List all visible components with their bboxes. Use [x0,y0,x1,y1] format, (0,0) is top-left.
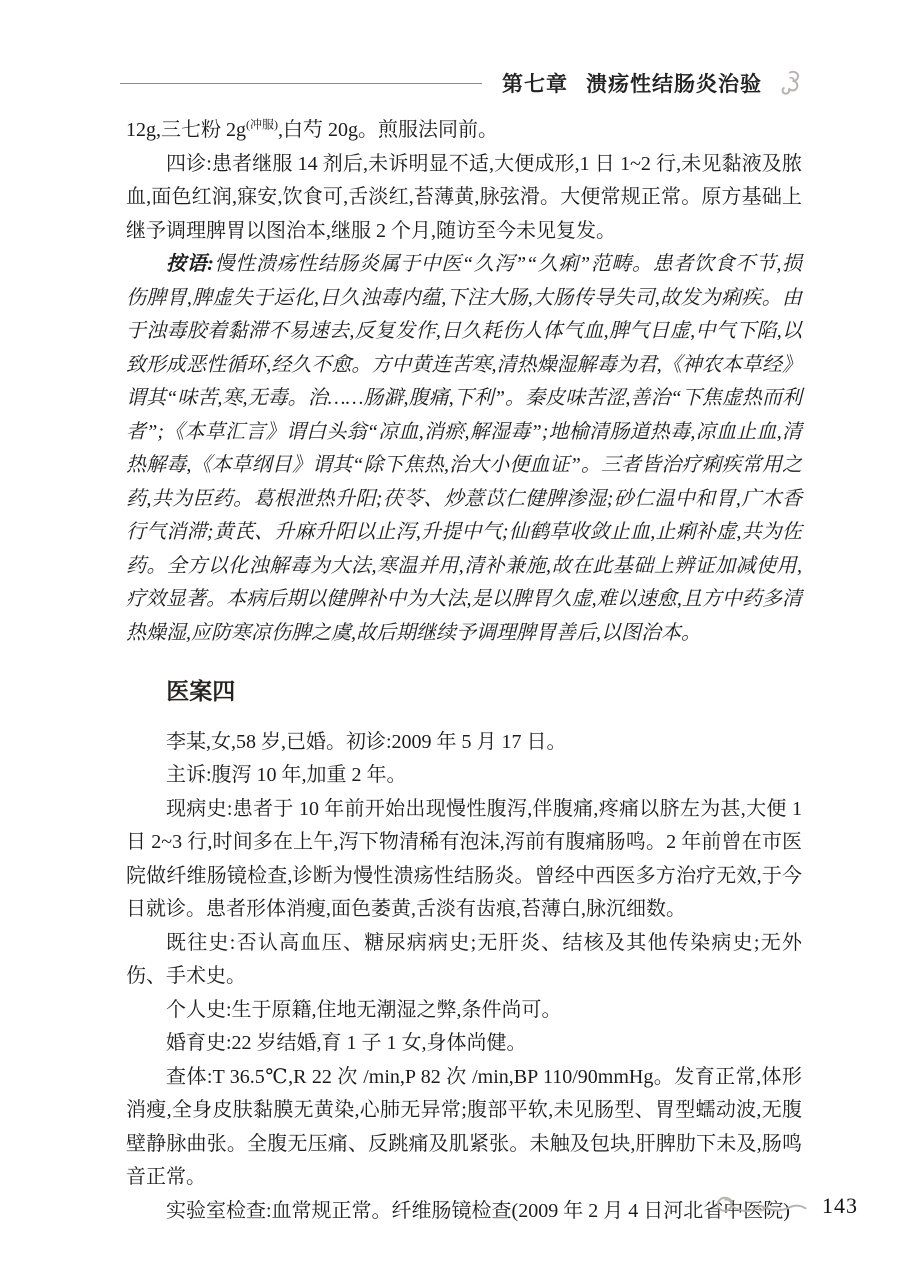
page-number: 143 [822,1193,858,1218]
page-footer [710,1193,858,1219]
case-heading: 医案四 [166,678,236,704]
paragraph-fourth-visit: 四诊:患者继服 14 剂后,未诉明显不适,大便成形,1 日 1~2 行,未见黏液及脓血,面色红润,寐安,饮食可,舌淡红,苔薄黄,脉弦滑。大便常规正常。原方基础上继予调理脾胃以图治本,继服 2 个月,随访至今未见复发。 [126,152,802,242]
paragraph-annotation [126,248,802,650]
paragraph-past-history: 既往史:否认高血压、糖尿病病史;无肝炎、结核及其他传染病史;无外伤、手术史。 [126,931,802,987]
dosage-superscript: (冲服) [246,117,278,132]
paragraph-patient-info: 李某,女,58 岁,已婚。初诊:2009 年 5 月 17 日。 [166,730,567,753]
opening-text-post: ,白芍 20g。煎服法同前。 [278,119,498,141]
annotation-text: 慢性溃疡性结肠炎属于中医“久泻”“久痢”范畴。患者饮食不节,损伤脾胃,脾虚失于运化,日久浊毒内蕴,下注大肠,大肠传导失司,故发为痢疾。由于浊毒胶着黏滞不易速去,反复发作,日久耗伤人体气血,脾气日虚,中气下陷,以致形成恶性循环,经久不愈。方中黄连苦寒,清热燥湿解毒为君,《神农本草经》谓其“味苦,寒,无毒。治……肠澼,腹痛,下利”。秦皮味苦涩,善治“下焦虚热而利者”;《本草汇言》谓白头翁“凉血,消瘀,解湿毒”;地榆清肠道热毒,凉血止血,清热解毒,《本草纲目》谓其“除下焦热,治大小便血证”。三者皆治疗痢疾常用之药,共为臣药。葛根泄热升阳;茯苓、炒薏苡仁健脾渗湿;砂仁温中和胃,广木香行气消滞;黄芪、升麻升阳以止泻,升提中气;仙鹤草收敛止血,止痢补虚,共为佐药。全方以化浊解毒为大法,寒温并用,清补兼施,故在此基础上辨证加减使用,疗效显著。本病后期以健脾补中为大法,是以脾胃久虚,难以速愈,且方中药多清热燥湿,应防寒凉伤脾之虞,故后期继续予调理脾胃善后,以图治本。 [126,253,802,644]
header-rule [120,83,482,84]
opening-text-pre: 12g,三七粉 2g [126,119,246,141]
paragraph-opening [126,114,802,148]
cloud-wave-icon [710,1193,810,1219]
paragraph-personal-history: 个人史:生于原籍,住地无潮湿之弊,条件尚可。 [166,998,562,1021]
chapter-heading [502,68,762,98]
paragraph-present-illness: 现病史:患者于 10 年前开始出现慢性腹泻,伴腹痛,疼痛以脐左为甚,大便 1 日 2~3 行,时间多在上午,泻下物清稀有泡沫,泻前有腹痛肠鸣。2 年前曾在市医院做纤维肠镜检查,诊断为慢性溃疡性结肠炎。曾经中西医多方治疗无效,于今日就诊。患者形体消瘦,面色萎黄,舌淡有齿痕,苔薄白,脉沉细数。 [126,797,802,920]
paragraph-lab-exam: 实验室检查:血常规正常。纤维肠镜检查(2009 年 2 月 4 日河北省中医院) [166,1199,790,1222]
chapter-title: 溃疡性结肠炎治验 [586,73,762,96]
page-header [120,68,802,98]
paragraph-chief-complaint: 主诉:腹泻 10 年,加重 2 年。 [166,764,407,786]
annotation-label: 按语: [166,253,214,275]
chapter-label: 第七章 [502,73,568,96]
paragraph-marital-history: 婚育史:22 岁结婚,育 1 子 1 女,身体尚健。 [166,1032,527,1054]
paragraph-physical-exam: 查体:T 36.5℃,R 22 次 /min,P 82 次 /min,BP 110/90mmHg。发育正常,体形消瘦,全身皮肤黏膜无黄染,心肺无异常;腹部平软,未见肠型、胃型蠕动波,无腹壁静脉曲张。全腹无压痛、反跳痛及肌紧张。未触及包块,肝脾肋下未及,肠鸣音正常。 [126,1065,802,1188]
cloud-scroll-icon [772,68,802,98]
page-body [126,114,802,1228]
